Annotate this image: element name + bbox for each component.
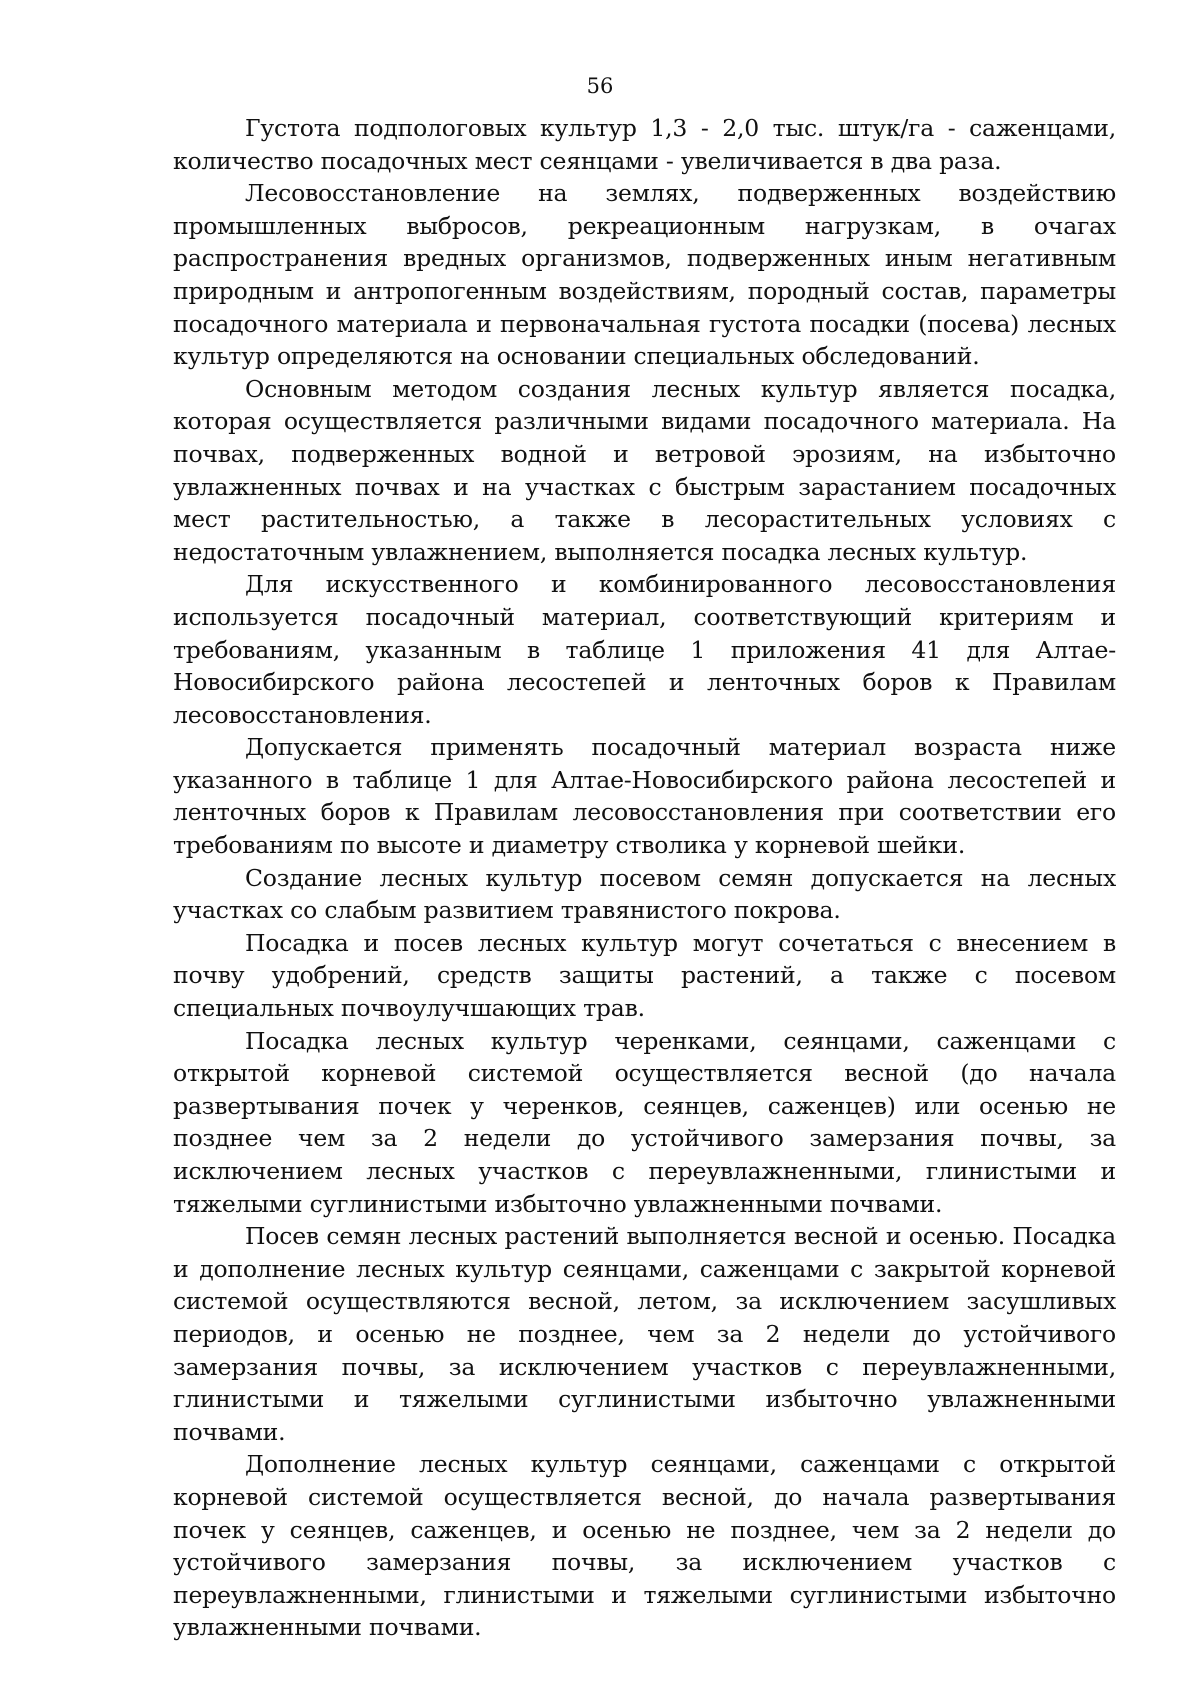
paragraph-reforestation-special-lands: Лесовосстановление на землях, подверженных воздействию промышленных выбросов, рекреационным нагрузкам, в очагах распространения вредных организмов, подверженных иным негативным природным и антропогенным воздействиям, породный состав, параметры посадочного материала и первоначальная густота посадки (посева) лесных культур определяются на основании специальных обследований. (173, 179, 1116, 371)
paragraph-supplementing-cultures: Дополнение лесных культур сеянцами, саженцами с открытой корневой системой осуществляется весной, до начала развертывания почек у сеянцев, саженцев, и осенью не позднее, чем за 2 недели до устойчивого замерзания почвы, за исключением участков с переувлажненными, глинистыми и тяжелыми суглинистыми избыточно увлажненными почвами. (173, 1450, 1116, 1642)
paragraph-cuttings-timing: Посадка лесных культур черенками, сеянцами, саженцами с открытой корневой системой осуществляется весной (до начала развертывания почек у черенков, сеянцев, саженцев) или осенью не позднее чем за 2 недели до устойчивого замерзания почвы, за исключением лесных участков с переувлажненными, глинистыми и тяжелыми суглинистыми избыточно увлажненными почвами. (173, 1026, 1116, 1218)
paragraph-younger-material: Допускается применять посадочный материал возраста ниже указанного в таблице 1 для Алтае-Новосибирского района лесостепей и ленточных боров к Правилам лесовосстановления при соответствии его требованиям по высоте и диаметру стволика у корневой шейки. (173, 733, 1116, 860)
page-number: 56 (586, 74, 614, 98)
document-body (173, 112, 1116, 1644)
paragraph-seed-sowing: Создание лесных культур посевом семян допускается на лесных участках со слабым развитием травянистого покрова. (173, 863, 1116, 925)
paragraph-fertilizers: Посадка и посев лесных культур могут сочетаться с внесением в почву удобрений, средств защиты растений, а также с посевом специальных почвоулучшающих трав. (173, 928, 1116, 1023)
paragraph-sowing-timing: Посев семян лесных растений выполняется весной и осенью. Посадка и дополнение лесных культур сеянцами, саженцами с закрытой корневой системой осуществляются весной, летом, за исключением засушливых периодов, и осенью не позднее, чем за 2 недели до устойчивого замерзания почвы, за исключением участков с переувлажненными, глинистыми и тяжелыми суглинистыми избыточно увлажненными почвами. (173, 1222, 1116, 1446)
paragraph-main-method: Основным методом создания лесных культур является посадка, которая осуществляется различными видами посадочного материала. На почвах, подверженных водной и ветровой эрозиям, на избыточно увлажненных почвах и на участках с быстрым зарастанием посадочных мест растительностью, а также в лесорастительных условиях с недостаточным увлажнением, выполняется посадка лесных культур. (173, 374, 1116, 566)
paragraph-density: Густота подпологовых культур 1,3 - 2,0 тыс. штук/га - саженцами, количество посадочных мест сеянцами - увеличивается в два раза. (173, 114, 1116, 175)
paragraph-planting-material: Для искусственного и комбинированного лесовосстановления используется посадочный материал, соответствующий критериям и требованиям, указанным в таблице 1 приложения 41 для Алтае-Новосибирского района лесостепей и ленточных боров к Правилам лесовосстановления. (173, 570, 1116, 729)
